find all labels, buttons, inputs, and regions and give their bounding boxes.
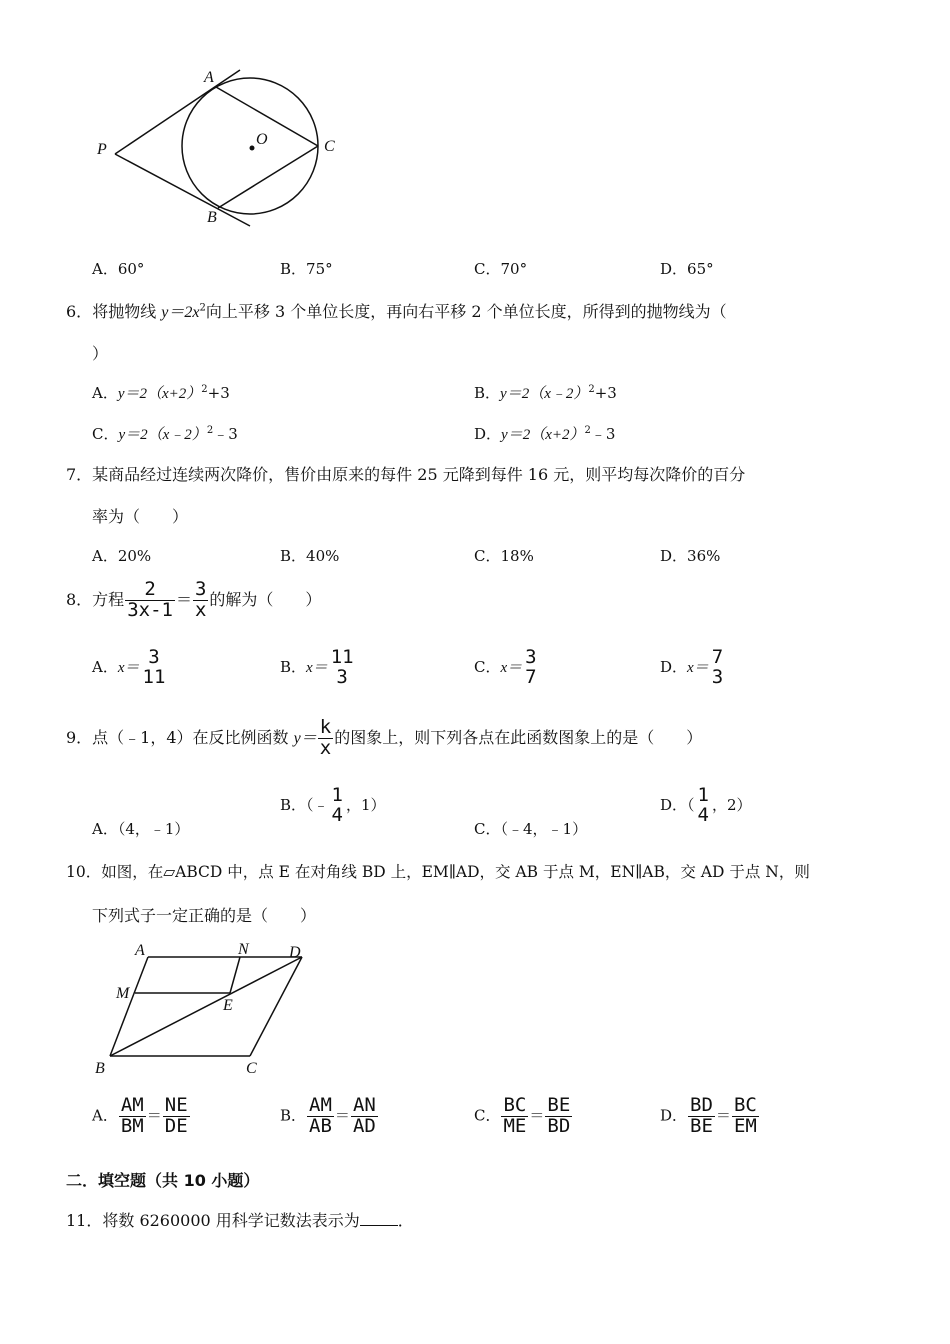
- side-ab: [110, 957, 148, 1056]
- q10-option-a[interactable]: A． $\frac{AM}{BM}$ ＝ $\frac{NE}{DE}$: [92, 1094, 188, 1137]
- segment-en: [230, 957, 240, 993]
- option-tail: ，1）: [345, 795, 386, 814]
- q5-option-c[interactable]: C．70°: [474, 260, 528, 278]
- option-fraction-left: $\frac{BD}{BE}$: [690, 1094, 713, 1137]
- q8-prefix: 8．方程: [66, 589, 125, 609]
- q10-stem-line2: 下列式子一定正确的是（ ）: [92, 906, 317, 925]
- q11-stem: [66, 1208, 414, 1231]
- option-fraction: 3 11: [142, 646, 166, 688]
- option-label: A．: [92, 384, 118, 402]
- option-fraction-left: $\frac{BC}{ME}$: [503, 1094, 527, 1137]
- label-o: O: [256, 131, 268, 148]
- section-2-heading: 二．填空题（共 10 小题）: [66, 1171, 260, 1190]
- option-label: D．: [660, 1106, 688, 1125]
- option-fraction-right: $\frac{BE}{BD}$: [547, 1094, 571, 1137]
- q6-formula-sup: 2: [199, 302, 206, 314]
- q7-option-d[interactable]: D．36%: [660, 547, 721, 565]
- option-expr: y＝2（x﹣2）: [500, 386, 589, 402]
- q11-text: 11．将数 6260000 用科学记数法表示为: [66, 1211, 360, 1230]
- option-fraction: 11 3: [330, 646, 354, 688]
- q6-text-after: 向上平移 3 个单位长度，再向右平移 2 个单位长度，所得到的抛物线为（: [205, 302, 727, 321]
- option-var: x＝: [687, 659, 709, 676]
- tangent-pa: [115, 70, 240, 154]
- q8-option-a[interactable]: [92, 648, 168, 688]
- option-expr: y＝2（x+2）: [117, 386, 202, 402]
- option-tail: +3: [207, 384, 230, 402]
- option-label: C．: [474, 1106, 501, 1125]
- option-expr: y＝2（x﹣2）: [118, 427, 207, 443]
- option-fraction: 3 7: [525, 646, 537, 688]
- option-sup: 2: [584, 425, 591, 436]
- parallelogram-figure: [90, 938, 320, 1083]
- q9-option-c[interactable]: C．（﹣4，﹣1）: [474, 820, 588, 838]
- q9-var: y＝: [293, 729, 317, 747]
- option-fraction-left: $\frac{AM}{BM}$: [120, 1094, 144, 1137]
- option-fraction: 1 4: [697, 784, 709, 826]
- option-fraction-left: $\frac{AM}{AB}$: [309, 1094, 332, 1137]
- tangent-pb: [115, 154, 250, 226]
- label-m: M: [116, 985, 130, 1002]
- q6-number: 6．: [66, 302, 93, 321]
- label-e: E: [223, 997, 233, 1014]
- q11-end: ．: [397, 1211, 414, 1230]
- q9-option-b[interactable]: [280, 786, 386, 826]
- option-sup: 2: [588, 384, 595, 395]
- label-b: B: [95, 1060, 105, 1077]
- label-a: A: [135, 942, 145, 959]
- option-label: B．（﹣: [280, 795, 329, 814]
- q8-stem: [66, 580, 321, 621]
- q6-formula: y＝2x: [161, 304, 200, 321]
- q8-option-d[interactable]: [660, 648, 726, 688]
- circle-o: [182, 78, 318, 214]
- option-tail: +3: [594, 384, 617, 402]
- option-label: B．: [280, 657, 307, 676]
- q5-option-d[interactable]: D．65°: [660, 260, 714, 278]
- q6-option-a[interactable]: [92, 382, 230, 403]
- q6-option-c[interactable]: [92, 423, 238, 444]
- q7-option-a[interactable]: A．20%: [92, 547, 152, 565]
- option-var: x＝: [500, 659, 523, 676]
- q8-suffix: 的解为（ ）: [209, 589, 322, 609]
- q9-suffix: 的图象上，则下列各点在此函数图象上的是（ ）: [334, 727, 703, 747]
- q9-option-a[interactable]: A．（4，﹣1）: [92, 820, 190, 838]
- q10-option-d[interactable]: D． $\frac{BD}{BE}$ ＝ $\frac{BC}{EM}$: [660, 1094, 757, 1137]
- option-fraction-right: $\frac{NE}{DE}$: [164, 1094, 188, 1137]
- option-fraction-right: $\frac{AN}{AD}$: [352, 1094, 376, 1137]
- q9-prefix: 9．点（﹣1，4）在反比例函数: [66, 727, 294, 747]
- diagonal-bd: [110, 957, 302, 1056]
- q6-option-b[interactable]: [474, 382, 617, 403]
- option-label: D．（: [660, 795, 695, 814]
- q10-stem: 10．如图，在▱ABCD 中，点 E 在对角线 BD 上，EM∥AD，交 AB 于点 M，EN∥AB，交 AD 于点 N，则: [66, 863, 810, 881]
- circle-tangent-figure: [80, 60, 360, 235]
- option-label: B．: [280, 1106, 307, 1125]
- option-label: A．: [92, 1106, 118, 1125]
- q6-option-d[interactable]: [474, 423, 615, 444]
- q8-fraction-left: $\frac{2}{3x-1}$: [127, 578, 173, 621]
- q9-option-d[interactable]: [660, 786, 752, 826]
- q8-equals: ＝: [175, 589, 192, 609]
- option-var: x＝: [117, 659, 140, 676]
- q10-option-b[interactable]: B． $\frac{AM}{AB}$ ＝ $\frac{AN}{AD}$: [280, 1094, 376, 1137]
- option-tail: ﹣3: [590, 425, 616, 443]
- option-fraction: 1 4: [331, 784, 343, 826]
- option-tail: ﹣3: [213, 425, 238, 443]
- option-fraction: 7 3: [711, 646, 724, 688]
- label-b: B: [207, 209, 217, 226]
- q7-stem-line2: 率为（ ）: [92, 507, 189, 526]
- q7-stem: 7．某商品经过连续两次降价，售价由原来的每件 25 元降到每件 16 元，则平均每次降价的百分: [66, 465, 746, 484]
- q9-fraction: $\frac{k}{x}$: [319, 716, 332, 759]
- option-label: B．: [474, 384, 501, 402]
- option-label: C．: [92, 425, 119, 443]
- label-c: C: [324, 138, 335, 155]
- q8-option-c[interactable]: [474, 648, 540, 688]
- label-p: P: [97, 141, 107, 158]
- option-label: C．: [474, 657, 501, 676]
- option-fraction-right: $\frac{BC}{EM}$: [733, 1094, 757, 1137]
- q8-option-b[interactable]: [280, 648, 357, 688]
- option-label: D．: [660, 657, 688, 676]
- q7-option-b[interactable]: B．40%: [280, 547, 340, 565]
- option-sup: 2: [206, 425, 214, 436]
- option-label: D．: [474, 425, 502, 443]
- label-n: N: [238, 941, 249, 958]
- q8-fraction-right: $\frac{3}{x}$: [194, 578, 207, 621]
- option-sup: 2: [201, 384, 208, 395]
- side-dc: [250, 957, 302, 1056]
- answer-blank[interactable]: [360, 1225, 398, 1226]
- q6-stem-line2: ）: [92, 344, 109, 363]
- q6-text-before: 将抛物线: [92, 302, 162, 321]
- q6-stem: [66, 299, 727, 322]
- option-label: A．: [92, 657, 118, 676]
- option-var: x＝: [306, 659, 328, 676]
- chord-bc: [218, 146, 318, 208]
- q5-option-a[interactable]: A．60°: [92, 260, 145, 278]
- option-tail: ，2）: [711, 795, 752, 814]
- q5-option-b[interactable]: B．75°: [280, 260, 333, 278]
- label-a: A: [204, 69, 214, 86]
- q10-option-c[interactable]: C． $\frac{BC}{ME}$ ＝ $\frac{BE}{BD}$: [474, 1094, 571, 1137]
- label-d: D: [289, 944, 301, 961]
- q7-option-c[interactable]: C．18%: [474, 547, 534, 565]
- label-c: C: [246, 1060, 257, 1077]
- option-expr: y＝2（x+2）: [501, 427, 585, 443]
- center-point: [250, 146, 255, 151]
- q9-stem: [66, 718, 702, 759]
